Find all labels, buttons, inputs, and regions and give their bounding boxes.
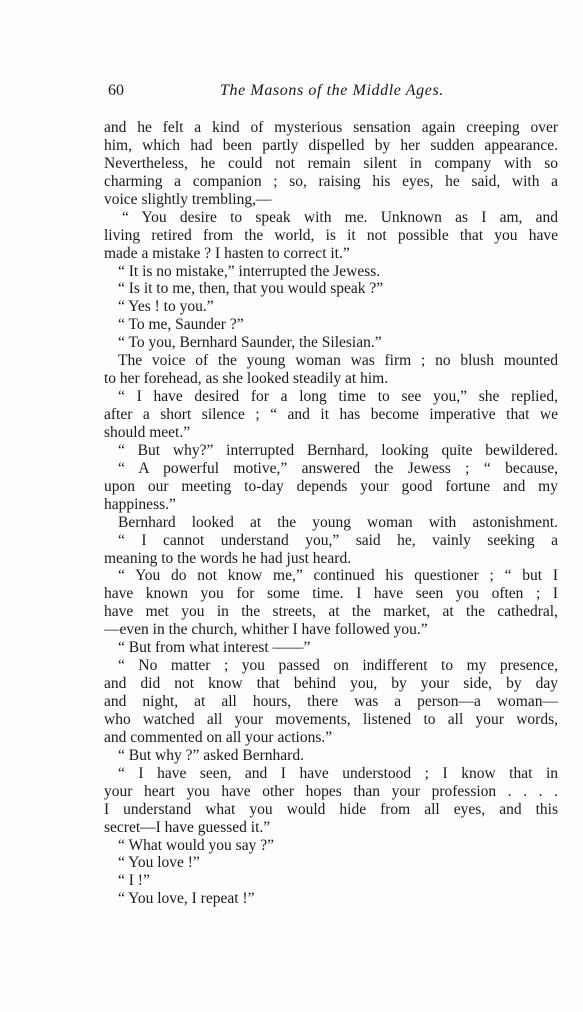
page-header	[108, 82, 558, 102]
running-title: The Masons of the Middle Ages.	[220, 82, 444, 99]
text-line: “ A powerful motive,” answered the Jewess ; “ because,	[118, 459, 558, 477]
text-line: happiness.”	[104, 495, 176, 513]
text-line: —even in the church, whither I have followed you.”	[104, 621, 428, 639]
text-line: “ No matter ; you passed on indifferent to my presence,	[118, 657, 558, 675]
text-line: and commented on all your actions.”	[104, 728, 333, 746]
text-line: “ I have seen, and I have understood ; I know that in	[118, 764, 558, 782]
text-line: “ But from what interest ——”	[118, 639, 311, 657]
text-line: living retired from the world, is it not possible that you have	[104, 226, 558, 244]
text-line: “ You desire to speak with me. Unknown as I am, and	[122, 208, 558, 226]
text-line: “ What would you say ?”	[118, 836, 274, 854]
text-line: “ Yes ! to you.”	[118, 298, 214, 316]
text-line: upon our meeting to-day depends your good fortune and my	[104, 477, 558, 495]
text-line: voice slightly trembling,—	[104, 190, 272, 208]
text-line: should meet.”	[104, 423, 191, 441]
text-line: Nevertheless, he could not remain silent in company with so	[104, 154, 558, 172]
text-line: “ I !”	[118, 872, 150, 890]
text-line: and did not know that behind you, by your side, by day	[104, 675, 558, 693]
text-line: “ I cannot understand you,” said he, vainly seeking a	[118, 531, 558, 549]
text-line: Bernhard looked at the young woman with astonishment.	[118, 513, 558, 531]
text-line: after a short silence ; “ and it has become imperative that we	[104, 406, 558, 423]
text-line: secret—I have guessed it.”	[104, 818, 271, 836]
text-line: and he felt a kind of mysterious sensation again creeping over	[104, 119, 558, 136]
text-line: “ To me, Saunder ?”	[118, 316, 244, 334]
text-line: charming a companion ; so, raising his eyes, he said, with a	[104, 172, 558, 190]
text-line: “ But why?” interrupted Bernhard, looking quite bewildered.	[118, 441, 558, 459]
text-line: him, which had been partly dispelled by her sudden appearance.	[104, 136, 558, 154]
text-line: your heart you have other hopes than your profession . . . .	[104, 782, 558, 800]
text-line: “ You do not know me,” continued his questioner ; “ but I	[118, 567, 558, 585]
text-line: “ But why ?” asked Bernhard.	[118, 746, 304, 764]
text-line: meaning to the words he had just heard.	[104, 549, 352, 567]
text-line: and night, at all hours, there was a person—a woman—	[104, 693, 558, 710]
text-line: have known you for some time. I have seen you often ; I	[104, 585, 558, 603]
text-line: “ I have desired for a long time to see you,” she replied,	[118, 388, 558, 406]
text-line: I understand what you would hide from all eyes, and this	[104, 800, 558, 818]
text-line: The voice of the young woman was firm ; no blush mounted	[118, 352, 558, 370]
text-line: “ To you, Bernhard Saunder, the Silesian.”	[118, 334, 382, 352]
text-line: “ You love, I repeat !”	[118, 890, 255, 908]
page-number: 60	[108, 82, 124, 99]
text-line: have met you in the streets, at the market, at the cathedral,	[104, 603, 558, 621]
text-line: to her forehead, as she looked steadily at him.	[104, 370, 389, 388]
text-line: “ You love !”	[118, 854, 200, 872]
body-text	[104, 119, 558, 908]
text-line: made a mistake ? I hasten to correct it.”	[104, 244, 350, 262]
text-line: who watched all your movements, listened to all your words,	[104, 710, 558, 728]
text-line: “ Is it to me, then, that you would speak ?”	[118, 280, 384, 298]
text-line: “ It is no mistake,” interrupted the Jewess.	[118, 262, 381, 280]
